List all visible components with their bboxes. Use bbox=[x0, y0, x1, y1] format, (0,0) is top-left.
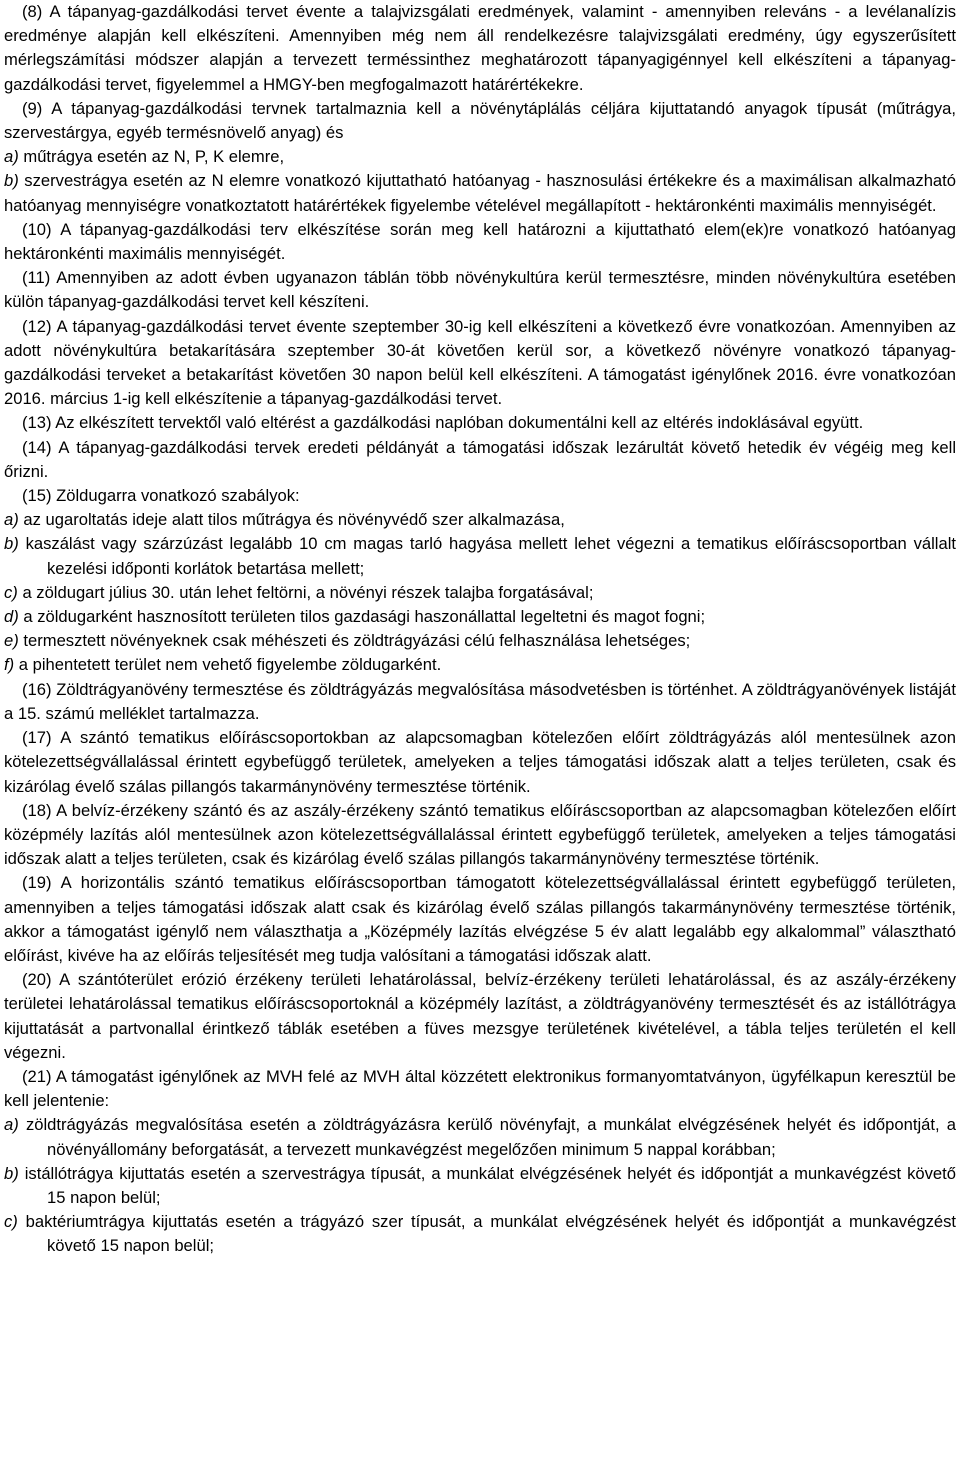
paragraph-13: (13) Az elkészített tervektől való eltérést a gazdálkodási naplóban dokumentálni kell az eltérés indoklásával együtt. bbox=[22, 413, 864, 433]
list-marker: a) bbox=[4, 147, 19, 167]
list-item-text: a zöldugarként hasznosított területen tilos gazdasági haszonállattal legeltetni és magot fogni; bbox=[18, 607, 706, 627]
list-marker: e) bbox=[4, 631, 19, 651]
list-item-text: szervestrágya esetén az N elemre vonatkozó kijuttatható hatóanyag - hasznosulási értékekre és a maximálisan alkalmazható hatóanyag mennyiségre vonatkoztatott határértékek figyelembe vételével megállapított - hektáronkénti maximális mennyiségét. bbox=[4, 171, 956, 215]
paragraph-15-item-c bbox=[4, 581, 956, 605]
paragraph-15-item-d bbox=[4, 605, 956, 629]
paragraph-12: (12) A tápanyag-gazdálkodási tervet évente szeptember 30-ig kell elkészíteni a következő évre vonatkozóan. Amennyiben az adott növénykultúra betakarítására szeptember 30-át követően kerül sor, a következő növényre vonatkozó tápanyag-gazdálkodási terveket a betakarítást követően 30 napon belül kell elkészíteni. A támogatást igénylőnek 2016. évre vonatkozóan 2016. március 1-ig kell elkészítenie a tápanyag-gazdálkodási tervet. bbox=[4, 316, 956, 409]
list-marker: c) bbox=[4, 1212, 18, 1232]
paragraph-14: (14) A tápanyag-gazdálkodási tervek eredeti példányát a támogatási időszak lezárultát követő hetedik év végéig meg kell őrizni. bbox=[4, 437, 956, 481]
paragraph-15-item-b bbox=[4, 532, 956, 580]
paragraph-9: (9) A tápanyag-gazdálkodási tervnek tartalmaznia kell a növénytáplálás céljára kijuttatandó anyagok típusát (műtrágya, szervestárgya, egyéb termésnövelő anyag) és bbox=[4, 98, 956, 143]
paragraph-21-item-a bbox=[4, 1113, 956, 1161]
paragraph-20: (20) A szántóterület erózió érzékeny területi lehatárolással, belvíz-érzékeny területi lehatárolással, és az aszály-érzékeny területei lehatárolással tematikus előíráscsoportoknál a középmély lazítást, a zöldtrágyanövény termesztését és az istállótrágya kijuttatását a partvonallal érintkező táblák esetében a füves mezsgye területének kivételével, a tábla teljes területén el kell végezni. bbox=[4, 970, 956, 1062]
paragraph-15-item-e bbox=[4, 629, 956, 653]
paragraph-15-item-f bbox=[4, 653, 956, 677]
paragraph-15: (15) Zöldugarra vonatkozó szabályok: bbox=[22, 486, 300, 506]
paragraph-9-item-b bbox=[4, 169, 956, 217]
list-marker: f) bbox=[4, 655, 15, 675]
paragraph-9-item-a bbox=[4, 145, 956, 169]
list-item-text: műtrágya esetén az N, P, K elemre, bbox=[18, 147, 285, 167]
list-marker: c) bbox=[4, 582, 18, 602]
paragraph-19: (19) A horizontális szántó tematikus előíráscsoportban támogatott kötelezettségvállalással érintett egybefüggő területen, amennyiben a teljes támogatási időszak alatt csak és kizárólag évelő szálas pillangós takarmánynövény termesztése történik, akkor a támogatást igénylő nem választhatja a „Középmély lazítás elvégzése 5 év alatt legalább egy alkalommal” választható előírást, kivéve ha az előírás teljesítését meg tudja valósítani a támogatási időszak alatt. bbox=[4, 873, 956, 965]
list-marker: d) bbox=[4, 607, 19, 627]
list-marker: a) bbox=[4, 510, 19, 530]
paragraph-21-item-c bbox=[4, 1210, 956, 1258]
paragraph-11: (11) Amennyiben az adott évben ugyanazon táblán több növénykultúra kerül termesztésre, minden növénykultúra esetében külön tápanyag-gazdálkodási tervet kell készíteni. bbox=[4, 268, 956, 312]
list-marker: a) bbox=[4, 1115, 19, 1135]
list-item-text: kaszálást vagy szárzúzást legalább 10 cm magas tarló hagyása mellett lehet végezni a tematikus előíráscsoportban vállalt kezelési időponti korlátok betartása mellett; bbox=[18, 534, 956, 578]
list-marker: b) bbox=[4, 1163, 19, 1183]
list-marker: b) bbox=[4, 534, 19, 554]
list-item-text: a pihentetett terület nem vehető figyelembe zöldugarként. bbox=[14, 655, 442, 675]
paragraph-21-item-b bbox=[4, 1162, 956, 1210]
list-item-text: termesztett növényeknek csak méhészeti és zöldtrágyázási célú felhasználása lehetséges; bbox=[18, 631, 691, 651]
list-item-text: baktériumtrágya kijuttatás esetén a trágyázó szer típusát, a munkálat elvégzésének helyét és időpontját a munkavégzést követő 15 napon belül; bbox=[17, 1212, 956, 1256]
list-item-text: zöldtrágyázás megvalósítása esetén a zöldtrágyázásra kerülő növényfajt, a munkálat elvégzésének helyét és időpontját, a növényállomány beforgatását, a tervezett munkavégzést megelőzően minimum 5 nappal korábban; bbox=[18, 1115, 956, 1159]
paragraph-17: (17) A szántó tematikus előíráscsoportokban az alapcsomagban kötelezően előírt zöldtrágyázás alól mentesülnek azon kötelezettségvállalással érintett egybefüggő területek, amelyeken a teljes támogatási időszak alatt a teljes területen, csak és kizárólag évelő szálas pillangós takarmánynövény termesztése történik. bbox=[4, 728, 956, 796]
paragraph-16: (16) Zöldtrágyanövény termesztése és zöldtrágyázás megvalósítása másodvetésben is történhet. A zöldtrágyanövények listáját a 15. számú melléklet tartalmazza. bbox=[4, 679, 956, 723]
paragraph-18: (18) A belvíz-érzékeny szántó és az aszály-érzékeny szántó tematikus előíráscsoportban az alapcsomagban kötelezően előírt középmély lazítás alól mentesülnek azon kötelezettségvállalással érintett egybefüggő területek, amelyeken a teljes támogatási időszak alatt a teljes területen, csak és kizárólag évelő szálas pillangós takarmánynövény termesztése történik. bbox=[4, 800, 956, 869]
paragraph-15-item-a bbox=[4, 508, 956, 532]
list-marker: b) bbox=[4, 171, 19, 191]
paragraph-10: (10) A tápanyag-gazdálkodási terv elkészítése során meg kell határozni a kijuttatható elem(ek)re vonatkozó hatóanyag hektáronkénti maximális mennyiségét. bbox=[4, 219, 956, 264]
list-item-text: a zöldugart július 30. után lehet feltörni, a növényi részek talajba forgatásával; bbox=[17, 582, 594, 602]
list-item-text: az ugaroltatás ideje alatt tilos műtrágya és növényvédő szer alkalmazása, bbox=[18, 510, 565, 530]
paragraph-8: (8) A tápanyag-gazdálkodási tervet évente a talajvizsgálati eredmények, valamint - amennyiben releváns - a levélanalízis eredménye alapján kell elkészíteni. Amennyiben még nem áll rendelkezésre talajvizsgálati eredmény, úgy egyszerűsített mérlegszámítási módszer alapján a tervezett terméssinthez meghatározott tápanyagigénnyel kell elkészíteni a tápanyag-gazdálkodási tervet, figyelemmel a HMGY-ben megfogalmazott határértékekre. bbox=[4, 2, 956, 94]
paragraph-21: (21) A támogatást igénylőnek az MVH felé az MVH által közzétett elektronikus formanyomtatványon, ügyfélkapun keresztül be kell jelentenie: bbox=[4, 1066, 956, 1111]
list-item-text: istállótrágya kijuttatás esetén a szervestrágya típusát, a munkálat elvégzésének helyét és időpontját a munkavégzést követő 15 napon belül; bbox=[18, 1163, 956, 1207]
